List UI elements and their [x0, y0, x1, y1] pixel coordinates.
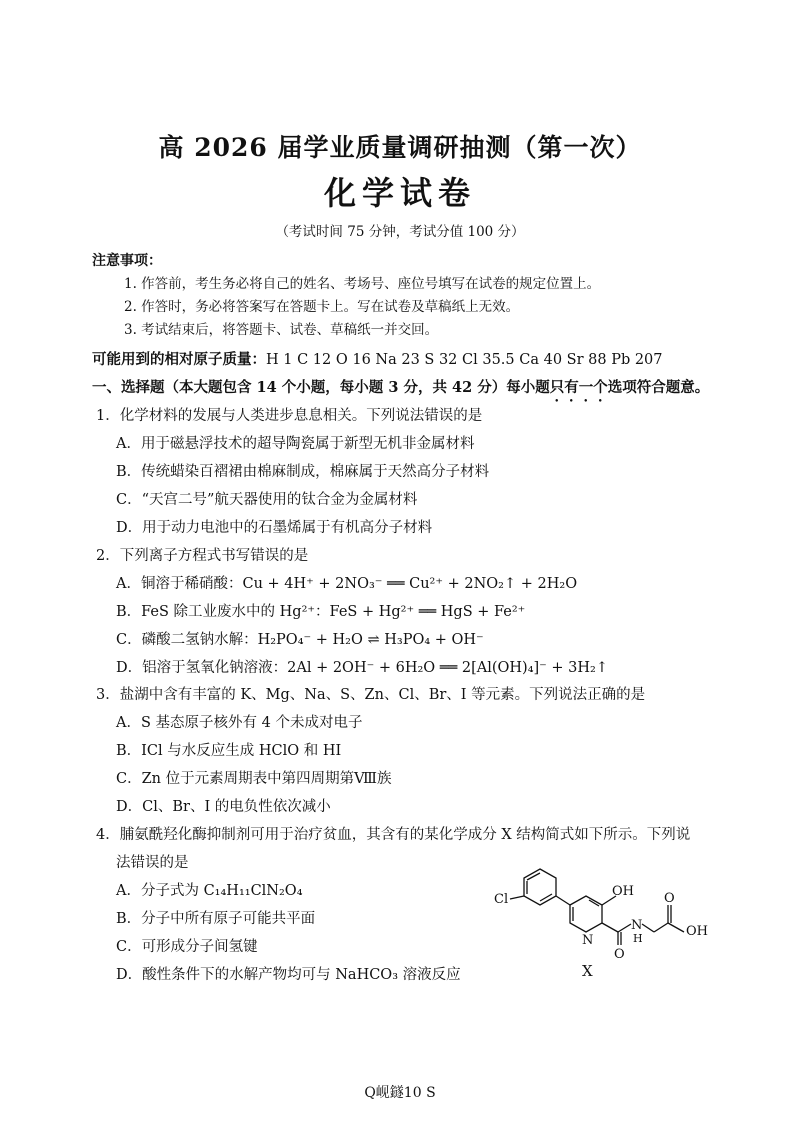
notice-item: 3. 考试结束后，将答题卡、试卷、草稿纸一并交回。 — [124, 322, 439, 338]
question-4-option-b: B．分子中所有原子可能共平面 — [116, 911, 316, 927]
question-1-option-d: D．用于动力电池中的石墨烯属于有机高分子材料 — [116, 520, 433, 536]
section-heading — [92, 376, 709, 405]
section-emphasis: 只有一个 — [549, 379, 608, 396]
atom-label-o-acid: O — [664, 891, 675, 906]
notice-heading: 注意事项： — [92, 253, 162, 269]
section-suffix: 选项符合题意。 — [607, 379, 710, 396]
question-2-stem: 2．下列离子方程式书写错误的是 — [96, 548, 309, 564]
question-3-option-c: C．Zn 位于元素周期表中第四周期第Ⅷ族 — [116, 771, 392, 787]
atom-label-o-amide: O — [614, 947, 625, 962]
atom-label-n-ring: N — [582, 933, 594, 948]
exam-info: （考试时间 75 分钟，考试分值 100 分） — [275, 224, 525, 240]
atomic-mass-label: 可能用到的相对原子质量： — [92, 351, 266, 368]
question-1-option-c: C．“天宫二号”航天器使用的钛合金为金属材料 — [116, 492, 418, 508]
structure-label: X — [582, 962, 593, 980]
question-4-option-a: A．分子式为 C₁₄H₁₁ClN₂O₄ — [116, 883, 303, 899]
notice-item: 2. 作答时，务必将答案写在答题卡上。写在试卷及草稿纸上无效。 — [124, 299, 520, 315]
atomic-mass-values: H 1 C 12 O 16 Na 23 S 32 Cl 35.5 Ca 40 Sr 88 Pb 207 — [266, 352, 663, 368]
subject-title: 化学试卷 — [323, 174, 476, 212]
question-2-option-c: C．磷酸二氢钠水解：H₂PO₄⁻ + H₂O ⇌ H₃PO₄ + OH⁻ — [116, 632, 484, 648]
exam-title: 高 2026 届学业质量调研抽测（第一次） — [158, 133, 642, 162]
section-prefix: 一、选择题（本大题包含 14 个小题，每小题 3 分，共 42 分）每小题 — [92, 379, 550, 396]
question-3-stem: 3．盐湖中含有丰富的 K、Mg、Na、S、Zn、Cl、Br、I 等元素。下列说法正确的是 — [96, 687, 646, 703]
question-1-option-a: A．用于磁悬浮技术的超导陶瓷属于新型无机非金属材料 — [116, 436, 475, 452]
question-3-option-d: D．Cl、Br、I 的电负性依次减小 — [116, 799, 331, 815]
structure-diagram — [490, 855, 730, 980]
question-1-option-b: B．传统蜡染百褶裙由棉麻制成，棉麻属于天然高分子材料 — [116, 464, 490, 480]
notice-item: 1. 作答前，考生务必将自己的姓名、考场号、座位号填写在试卷的规定位置上。 — [124, 276, 601, 292]
question-4-option-d: D．酸性条件下的水解产物均可与 NaHCO₃ 溶液反应 — [116, 967, 461, 983]
atom-label-h: H — [633, 932, 643, 945]
atom-label-oh: OH — [612, 884, 634, 899]
question-4-option-c: C．可形成分子间氢键 — [116, 939, 258, 955]
question-2-option-a: A．铜溶于稀硝酸：Cu + 4H⁺ + 2NO₃⁻ ══ Cu²⁺ + 2NO₂↑ + 2H₂O — [116, 576, 578, 592]
page-footer: Q岘鐩10 S — [364, 1085, 436, 1101]
atomic-mass-line — [92, 348, 663, 369]
atom-label-cl: Cl — [494, 892, 509, 907]
atom-label-oh-acid: OH — [686, 924, 708, 939]
question-4-stem: 4．脯氨酰羟化酶抑制剂可用于治疗贫血，其含有的某化学成分 X 结构简式如下所示。下列说 — [96, 827, 691, 843]
question-2-option-d: D．铝溶于氢氧化钠溶液：2Al + 2OH⁻ + 6H₂O ══ 2[Al(OH)₄]⁻ + 3H₂↑ — [116, 660, 609, 676]
question-4-stem-cont: 法错误的是 — [116, 855, 189, 871]
question-3-option-b: B．ICl 与水反应生成 HClO 和 HI — [116, 743, 342, 759]
question-3-option-a: A．S 基态原子核外有 4 个未成对电子 — [116, 715, 363, 731]
question-1-stem: 1．化学材料的发展与人类进步息息相关。下列说法错误的是 — [96, 408, 483, 424]
question-2-option-b: B．FeS 除工业废水中的 Hg²⁺：FeS + Hg²⁺ ══ HgS + Fe²⁺ — [116, 604, 526, 620]
atom-label-nh: N — [631, 918, 643, 933]
